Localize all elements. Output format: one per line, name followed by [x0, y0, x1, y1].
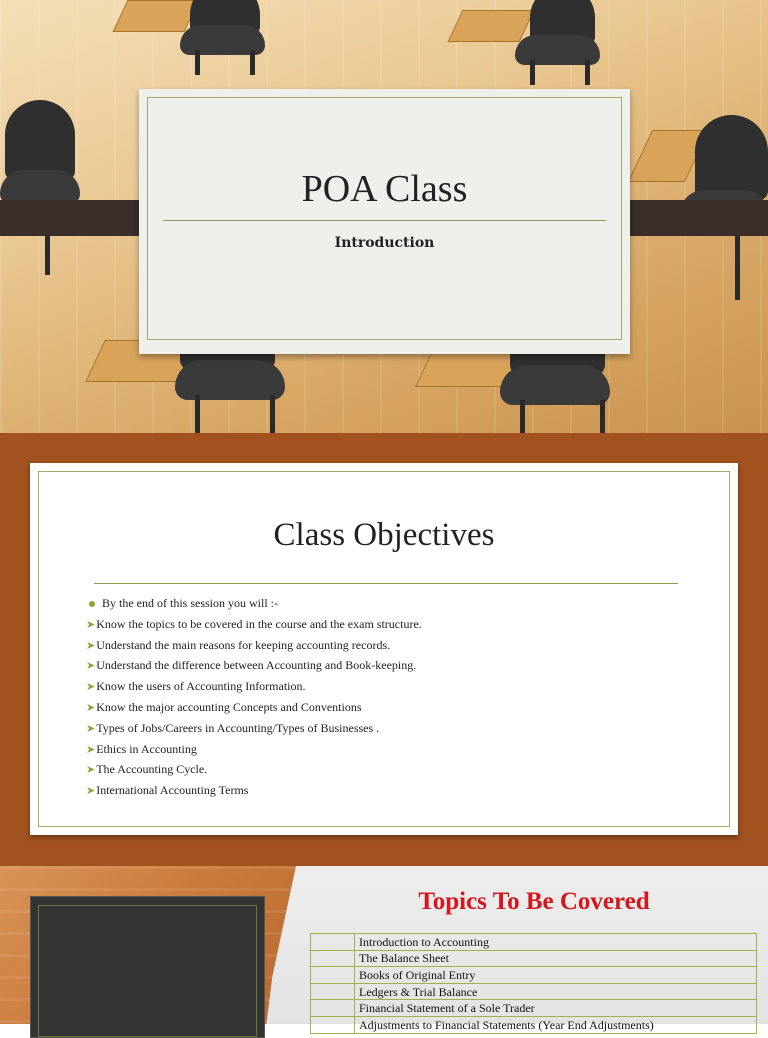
objective-text: Understand the main reasons for keeping accounting records. — [96, 637, 391, 652]
table-row — [311, 950, 757, 967]
topics-title: Topics To Be Covered — [418, 888, 650, 915]
bullet-dot-icon — [89, 601, 95, 607]
arrow-bullet-icon: ➤ — [86, 618, 96, 631]
list-item — [86, 739, 422, 760]
slide-objectives — [0, 433, 768, 866]
table-cell — [311, 967, 355, 984]
topic-cell: Financial Statement of a Sole Trader — [355, 1000, 757, 1017]
objectives-intro: By the end of this session you will :- — [102, 596, 278, 610]
table-cell — [311, 983, 355, 1000]
table-row — [311, 934, 757, 951]
chair-image — [110, 0, 290, 90]
objective-text: Know the major accounting Concepts and Conventions — [96, 699, 362, 714]
list-item — [86, 759, 422, 780]
list-item — [86, 697, 422, 718]
arrow-bullet-icon: ➤ — [86, 660, 96, 673]
list-item — [86, 780, 422, 801]
list-item — [86, 593, 422, 614]
objective-text: Types of Jobs/Careers in Accounting/Types of Businesses . — [96, 720, 380, 735]
chalkboard-frame — [38, 905, 257, 1037]
table-row — [311, 1000, 757, 1017]
objectives-card — [30, 463, 738, 835]
table-cell — [311, 934, 355, 951]
topic-cell: Introduction to Accounting — [355, 934, 757, 951]
objective-text: Ethics in Accounting — [96, 741, 197, 756]
topic-cell: Ledgers & Trial Balance — [355, 983, 757, 1000]
table-row — [311, 983, 757, 1000]
objectives-divider — [94, 583, 678, 584]
table-cell — [311, 1000, 355, 1017]
slide-subtitle: Introduction — [334, 235, 435, 251]
slide-topics — [0, 866, 768, 1032]
objectives-title: Class Objectives — [273, 517, 495, 553]
arrow-bullet-icon: ➤ — [86, 785, 96, 798]
topic-cell: Adjustments to Financial Statements (Year End Adjustments) — [355, 1016, 757, 1033]
topics-table — [310, 933, 757, 1034]
list-item — [86, 676, 422, 697]
title-card — [139, 89, 630, 354]
list-item — [86, 614, 422, 635]
objective-text: Know the topics to be covered in the course and the exam structure. — [96, 616, 422, 631]
table-row — [311, 1016, 757, 1033]
list-item — [86, 635, 422, 656]
title-card-frame — [147, 97, 622, 340]
objective-text: The Accounting Cycle. — [96, 762, 208, 777]
table-row — [311, 967, 757, 984]
arrow-bullet-icon: ➤ — [86, 722, 96, 735]
chair-image — [445, 0, 615, 95]
list-item — [86, 718, 422, 739]
arrow-bullet-icon: ➤ — [86, 639, 96, 652]
objectives-list — [86, 593, 422, 801]
right-band — [613, 200, 768, 236]
objective-text: Know the users of Accounting Information. — [96, 679, 306, 694]
slide-title — [0, 0, 768, 433]
table-cell — [311, 950, 355, 967]
table-cell — [311, 1016, 355, 1033]
chalkboard — [30, 896, 265, 1038]
arrow-bullet-icon: ➤ — [86, 764, 96, 777]
objective-text: International Accounting Terms — [96, 783, 249, 798]
slide-title-text: POA Class — [301, 168, 468, 210]
arrow-bullet-icon: ➤ — [86, 701, 96, 714]
arrow-bullet-icon: ➤ — [86, 681, 96, 694]
topic-cell: The Balance Sheet — [355, 950, 757, 967]
objective-text: Understand the difference between Accounting and Book-keeping. — [96, 658, 417, 673]
title-divider — [163, 220, 606, 221]
list-item — [86, 655, 422, 676]
chair-image — [0, 100, 90, 280]
topic-cell: Books of Original Entry — [355, 967, 757, 984]
left-band — [0, 200, 157, 236]
arrow-bullet-icon: ➤ — [86, 743, 96, 756]
